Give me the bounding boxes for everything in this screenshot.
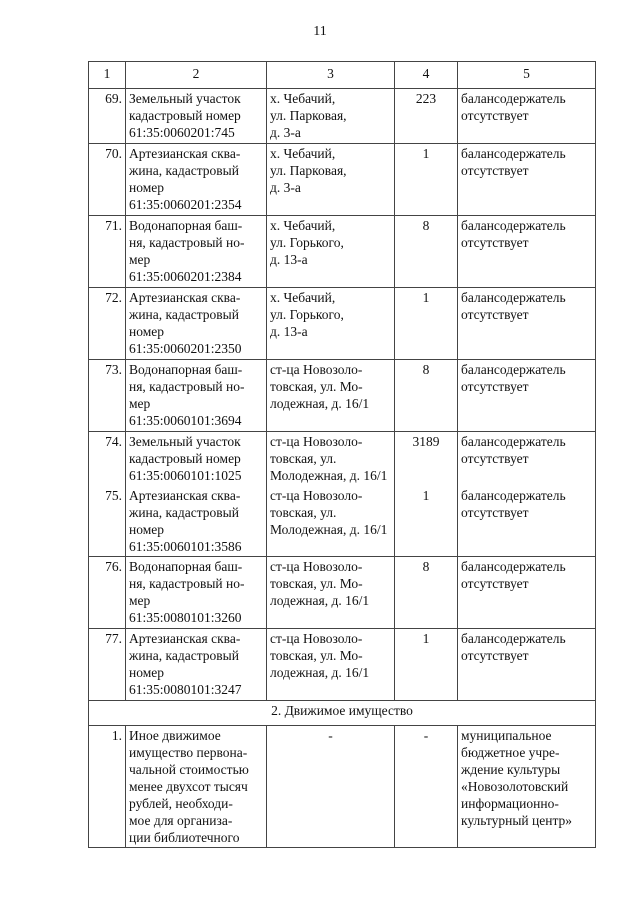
property-name: Водонапорная баш- ня, кадастровый но- мер 61:35:0060201:2384 (126, 216, 267, 288)
balance-holder: балансодержатель отсутствует (458, 486, 596, 557)
row-number: 1. (89, 726, 126, 848)
property-name: Артезианская сква- жина, кадастровый номер 61:35:0060101:3586 (126, 486, 267, 557)
property-address: ст-ца Новозоло- товская, ул. Молодежная, д. 16/1 (267, 486, 395, 557)
row-number: 73. (89, 360, 126, 432)
column-header: 4 (395, 62, 458, 89)
section-title: 2. Движимое имущество (89, 701, 596, 726)
table-row (89, 89, 596, 144)
property-quantity: 8 (395, 557, 458, 629)
property-address: х. Чебачий, ул. Парковая, д. 3-а (267, 144, 395, 216)
row-number: 77. (89, 629, 126, 701)
table-row (89, 557, 596, 629)
page-number: 11 (313, 24, 327, 39)
section-row (89, 701, 596, 726)
property-name: Артезианская сква- жина, кадастровый номер 61:35:0080101:3247 (126, 629, 267, 701)
row-number: 71. (89, 216, 126, 288)
balance-holder: муниципальное бюджетное учре- ждение культуры «Новозолотовский информационно- культурный центр» (458, 726, 596, 848)
table-row (89, 216, 596, 288)
property-quantity: 223 (395, 89, 458, 144)
property-quantity: 1 (395, 144, 458, 216)
table-row (89, 629, 596, 701)
property-address: - (267, 726, 395, 848)
table-header-row (89, 62, 596, 89)
row-number: 72. (89, 288, 126, 360)
property-quantity: 1 (395, 629, 458, 701)
property-quantity: 8 (395, 216, 458, 288)
column-header: 1 (89, 62, 126, 89)
balance-holder: балансодержатель отсутствует (458, 557, 596, 629)
table-row (89, 144, 596, 216)
balance-holder: балансодержатель отсутствует (458, 216, 596, 288)
property-name: Артезианская сква- жина, кадастровый номер 61:35:0060201:2350 (126, 288, 267, 360)
table-row (89, 486, 596, 557)
property-name: Земельный участок кадастровый номер 61:35:0060101:1025 (126, 432, 267, 487)
row-number: 75. (89, 486, 126, 557)
property-quantity: 1 (395, 288, 458, 360)
property-address: х. Чебачий, ул. Парковая, д. 3-а (267, 89, 395, 144)
property-address: ст-ца Новозоло- товская, ул. Мо- лодежная, д. 16/1 (267, 557, 395, 629)
table-row (89, 360, 596, 432)
table-row (89, 726, 596, 848)
balance-holder: балансодержатель отсутствует (458, 288, 596, 360)
balance-holder: балансодержатель отсутствует (458, 360, 596, 432)
column-header: 3 (267, 62, 395, 89)
property-address: х. Чебачий, ул. Горького, д. 13-а (267, 288, 395, 360)
property-name: Земельный участок кадастровый номер 61:35:0060201:745 (126, 89, 267, 144)
property-address: х. Чебачий, ул. Горького, д. 13-а (267, 216, 395, 288)
column-header: 2 (126, 62, 267, 89)
row-number: 76. (89, 557, 126, 629)
row-number: 74. (89, 432, 126, 487)
balance-holder: балансодержатель отсутствует (458, 629, 596, 701)
property-quantity: 1 (395, 486, 458, 557)
table-row (89, 288, 596, 360)
balance-holder: балансодержатель отсутствует (458, 89, 596, 144)
property-name: Артезианская сква- жина, кадастровый номер 61:35:0060201:2354 (126, 144, 267, 216)
property-quantity: 8 (395, 360, 458, 432)
property-quantity: 3189 (395, 432, 458, 487)
property-registry-table (88, 61, 596, 848)
property-address: ст-ца Новозоло- товская, ул. Мо- лодежная, д. 16/1 (267, 360, 395, 432)
property-address: ст-ца Новозоло- товская, ул. Молодежная, д. 16/1 (267, 432, 395, 487)
column-header: 5 (458, 62, 596, 89)
property-name: Водонапорная баш- ня, кадастровый но- мер 61:35:0080101:3260 (126, 557, 267, 629)
balance-holder: балансодержатель отсутствует (458, 432, 596, 487)
row-number: 70. (89, 144, 126, 216)
property-name: Водонапорная баш- ня, кадастровый но- мер 61:35:0060101:3694 (126, 360, 267, 432)
property-name: Иное движимое имущество первона- чальной стоимостью менее двухсот тысяч рублей, необходи- мое для организа- ции библиотечного (126, 726, 267, 848)
property-address: ст-ца Новозоло- товская, ул. Мо- лодежная, д. 16/1 (267, 629, 395, 701)
table-row (89, 432, 596, 487)
row-number: 69. (89, 89, 126, 144)
property-quantity: - (395, 726, 458, 848)
balance-holder: балансодержатель отсутствует (458, 144, 596, 216)
